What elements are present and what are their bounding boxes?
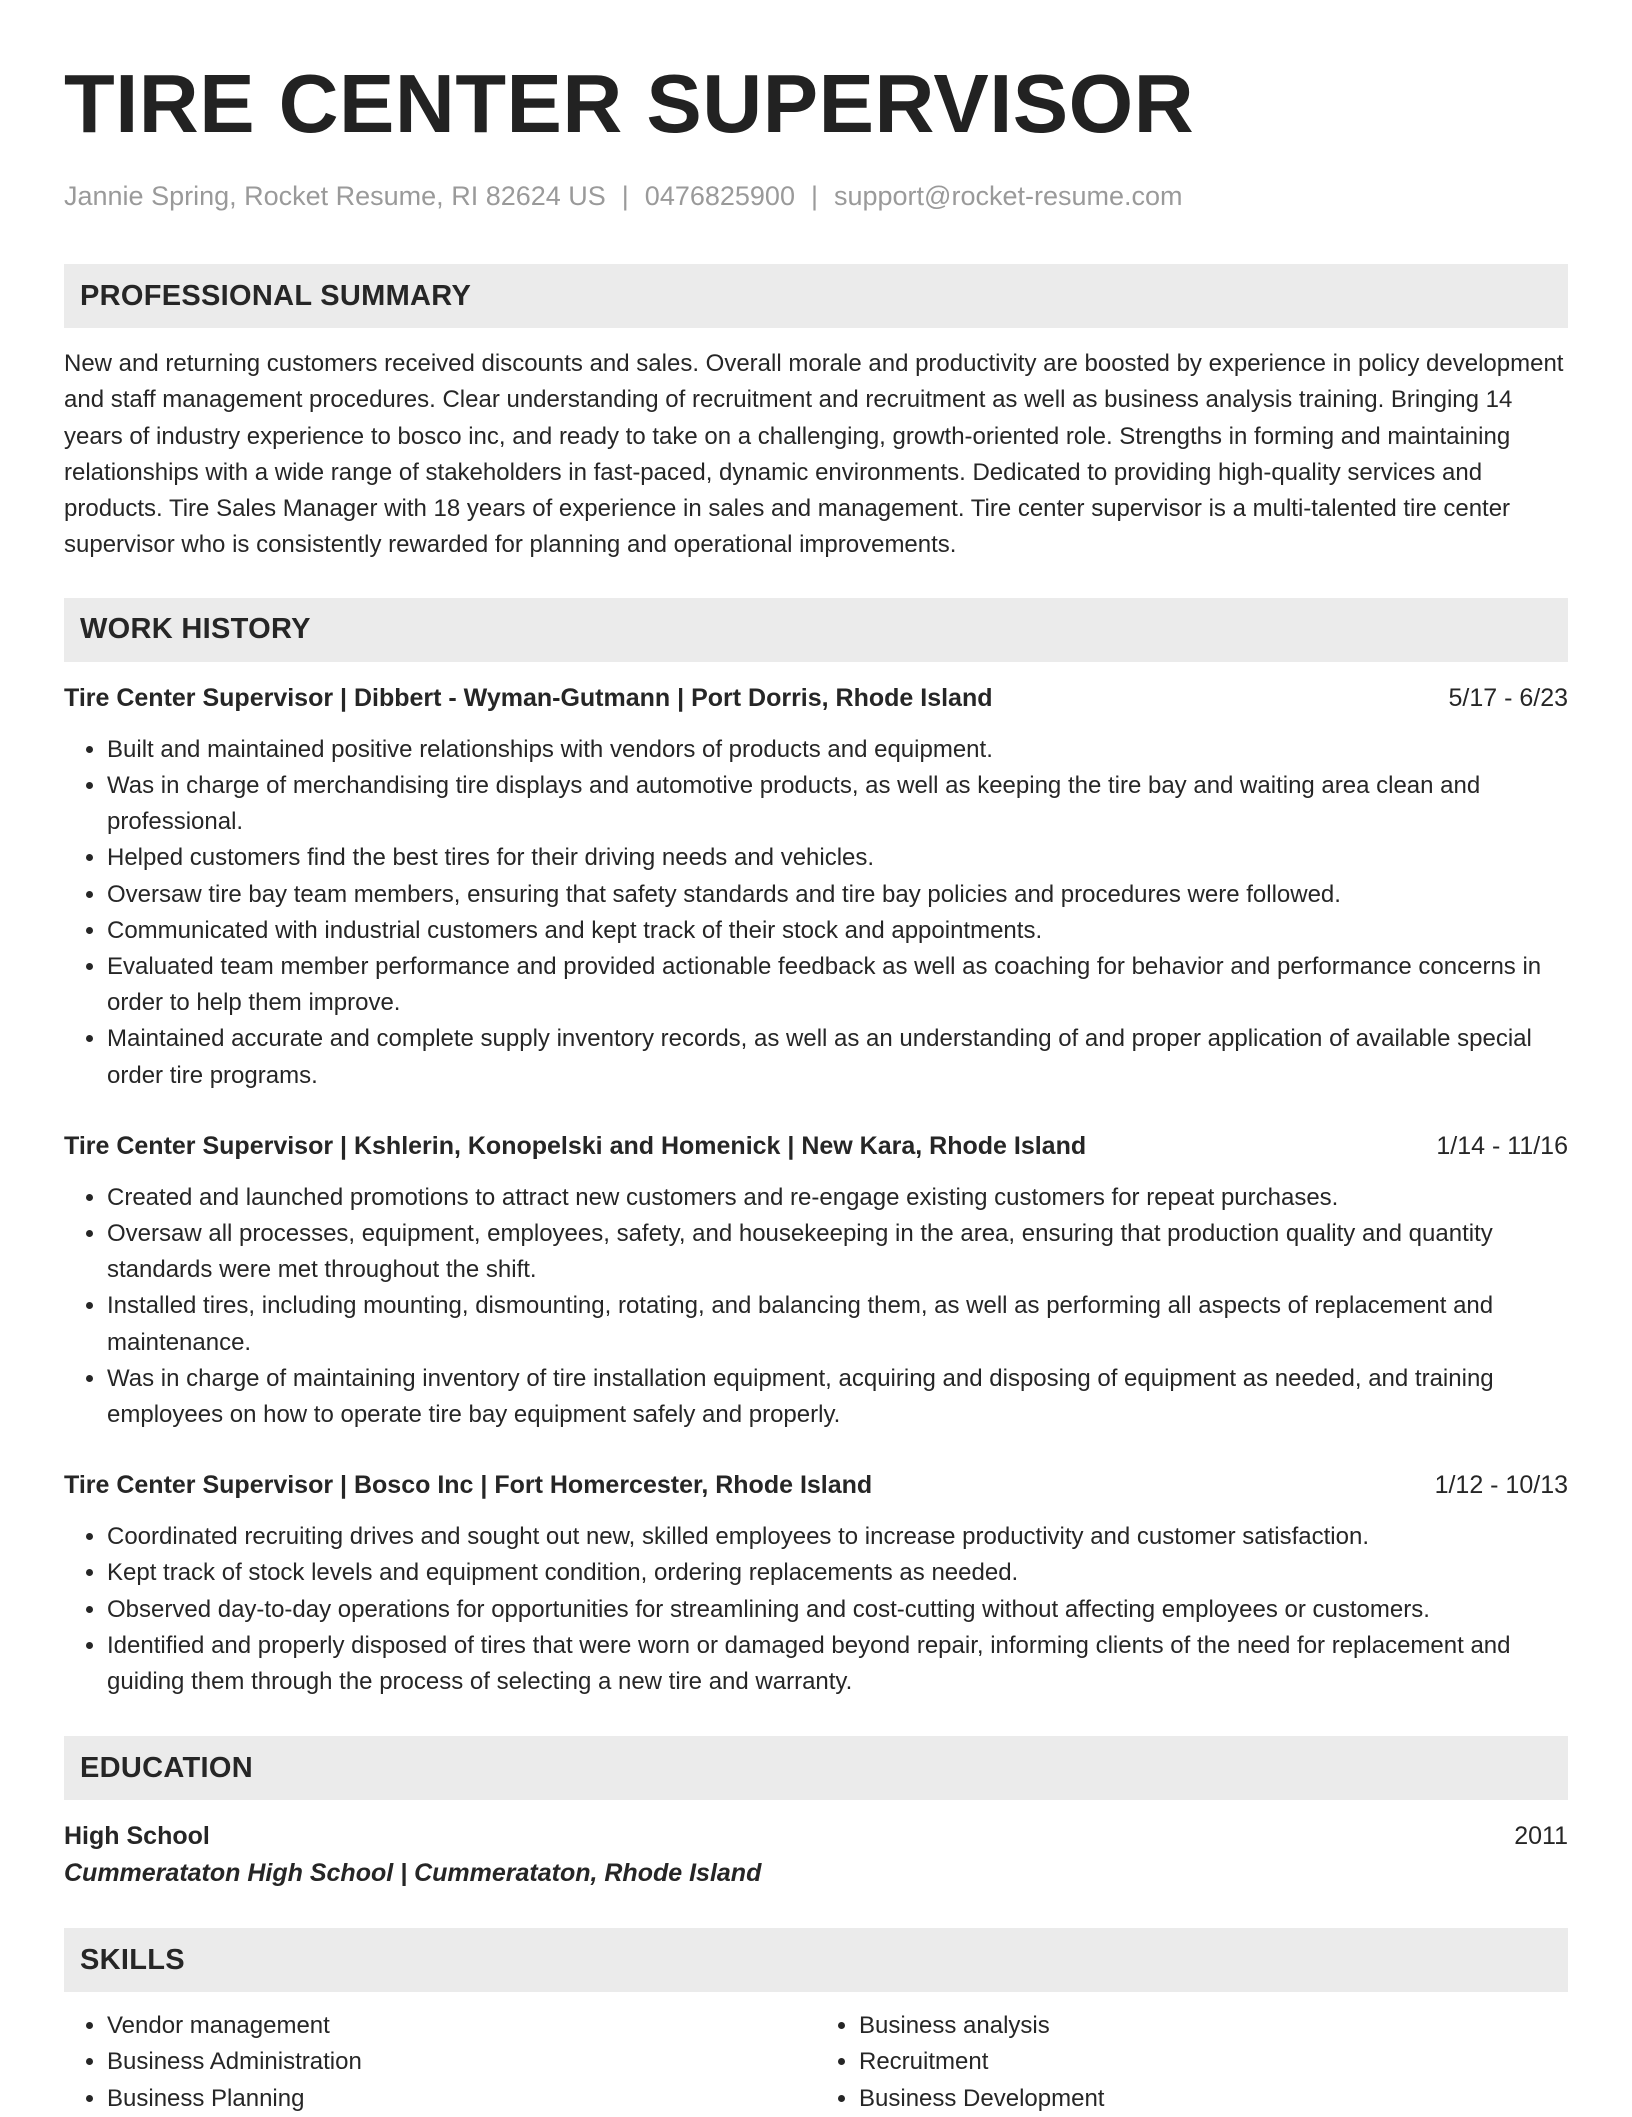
job-title: Tire Center Supervisor | Dibbert - Wyman-Gutmann | Port Dorris, Rhode Island	[64, 683, 993, 712]
job-bullet: • Observed day-to-day operations for opportunities for streamlining and cost-cutting without affecting employees or customers.	[107, 1592, 1568, 1628]
skill-item: • Business Planning	[107, 2081, 816, 2117]
skills-grid	[64, 2008, 1568, 2117]
job-bullet: • Maintained accurate and complete supply inventory records, as well as an understanding of and proper application of available special order tire programs.	[107, 1021, 1568, 1093]
job-bullet: • Created and launched promotions to attract new customers and re-engage existing customers for repeat purchases.	[107, 1180, 1568, 1216]
job-dates: 1/14 - 11/16	[1436, 1131, 1568, 1160]
section-header-skills: SKILLS	[64, 1928, 1568, 1992]
job-bullet: • Was in charge of maintaining inventory of tire installation equipment, acquiring and disposing of equipment as needed, and training employees on how to operate tire bay equipment safely and properly.	[107, 1361, 1568, 1433]
education-year: 2011	[1514, 1822, 1568, 1851]
job-bullets	[64, 732, 1568, 1094]
skill-item: • Recruitment	[859, 2044, 1568, 2080]
job-title: Tire Center Supervisor | Kshlerin, Konopelski and Homenick | New Kara, Rhode Island	[64, 1131, 1087, 1160]
contact-address: Jannie Spring, Rocket Resume, RI 82624 US	[64, 181, 606, 211]
skills-column-right	[816, 2008, 1568, 2117]
job-bullet: • Communicated with industrial customers and kept track of their stock and appointments.	[107, 913, 1568, 949]
job-bullet: • Installed tires, including mounting, dismounting, rotating, and balancing them, as well as performing all aspects of replacement and maintenance.	[107, 1288, 1568, 1360]
job-entry	[64, 1128, 1568, 1433]
contact-phone: 0476825900	[644, 181, 795, 211]
contact-email: support@rocket-resume.com	[833, 181, 1183, 211]
contact-separator: |	[621, 181, 629, 211]
job-entry	[64, 680, 1568, 1094]
job-bullets	[64, 1180, 1568, 1433]
job-bullet: • Evaluated team member performance and provided actionable feedback as well as coaching for behavior and performance concerns in order to help them improve.	[107, 949, 1568, 1021]
job-bullets	[64, 1519, 1568, 1700]
job-bullet: • Built and maintained positive relationships with vendors of products and equipment.	[107, 732, 1568, 768]
job-dates: 5/17 - 6/23	[1448, 683, 1568, 712]
education-header	[64, 1818, 1568, 1854]
job-bullet: • Coordinated recruiting drives and sought out new, skilled employees to increase productivity and customer satisfaction.	[107, 1519, 1568, 1555]
skill-item: • Business Development	[859, 2081, 1568, 2117]
resume-title: TIRE CENTER SUPERVISOR	[64, 57, 1195, 150]
job-dates: 1/12 - 10/13	[1434, 1471, 1568, 1500]
section-header-work-history: WORK HISTORY	[64, 598, 1568, 662]
skill-item: • Vendor management	[107, 2008, 816, 2044]
job-bullet: • Was in charge of merchandising tire displays and automotive products, as well as keeping the tire bay and waiting area clean and professional.	[107, 768, 1568, 840]
job-header	[64, 1128, 1568, 1164]
job-bullet: • Oversaw tire bay team members, ensuring that safety standards and tire bay policies and procedures were followed.	[107, 877, 1568, 913]
contact-separator: |	[810, 181, 818, 211]
job-bullet: • Helped customers find the best tires for their driving needs and vehicles.	[107, 840, 1568, 876]
job-header	[64, 680, 1568, 716]
section-header-summary: PROFESSIONAL SUMMARY	[64, 264, 1568, 328]
skill-item: • Business Administration	[107, 2044, 816, 2080]
job-header	[64, 1467, 1568, 1503]
summary-text: New and returning customers received discounts and sales. Overall morale and productivity are boosted by experience in policy development and staff management procedures. Clear understanding of recruitment and recruitment as well as business analysis training. Bringing 14 years of industry experience to bosco inc, and ready to take on a challenging, growth-oriented role. Strengths in forming and maintaining relationships with a wide range of stakeholders in fast-paced, dynamic environments. Dedicated to providing high-quality services and products. Tire Sales Manager with 18 years of experience in sales and management. Tire center supervisor is a multi-talented tire center supervisor who is consistently rewarded for planning and operational improvements.	[64, 350, 1564, 559]
education-degree: High School	[64, 1822, 210, 1851]
skill-item: • Business analysis	[859, 2008, 1568, 2044]
section-header-education: EDUCATION	[64, 1736, 1568, 1800]
skills-column-left	[64, 2008, 816, 2117]
job-entry	[64, 1467, 1568, 1700]
contact-line	[64, 178, 1568, 214]
job-bullet: • Oversaw all processes, equipment, employees, safety, and housekeeping in the area, ensuring that production quality and quantity standards were met throughout the shift.	[107, 1216, 1568, 1288]
education-school: Cummerataton High School | Cummerataton, Rhode Island	[64, 1859, 762, 1888]
job-bullet: • Identified and properly disposed of tires that were worn or damaged beyond repair, informing clients of the need for replacement and guiding them through the process of selecting a new tire and warranty.	[107, 1628, 1568, 1700]
job-bullet: • Kept track of stock levels and equipment condition, ordering replacements as needed.	[107, 1555, 1568, 1591]
job-title: Tire Center Supervisor | Bosco Inc | Fort Homercester, Rhode Island	[64, 1471, 873, 1500]
